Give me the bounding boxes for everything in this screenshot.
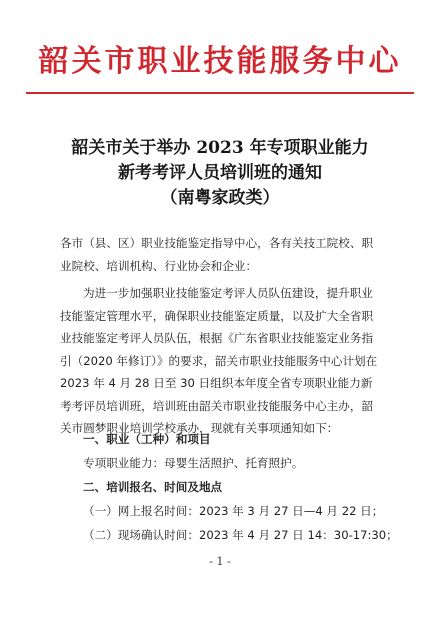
notice-title-line-1: 韶关市关于举办 2023 年专项职业能力 bbox=[71, 138, 369, 158]
salutation-paragraph: 各市（县、区）职业技能鉴定指导中心，各有关技工院校、职业院校、培训机构、行业协会和企业： bbox=[60, 236, 374, 273]
body-paragraph: 为进一步加强职业技能鉴定考评人员队伍建设，提升职业技能鉴定管理水平，确保职业技能鉴定质量，以及扩大全省职业技能鉴定考评人员队伍，根据《广东省职业技能鉴定业务指引（2020 年修订）》的要求，韶关市职业技能服务中心计划在 2023 年 4 月 28 日至 30 日组织本年度全省专项职业能力新考考评员培训班，培训班由韶关市职业技能服务中心主办，韶关市圆梦职业培训学校承办，现就有关事项通知如下： bbox=[60, 286, 378, 435]
org-header-title: 韶关市职业技能服务中心 bbox=[38, 44, 402, 79]
page-number: - 1 - bbox=[209, 555, 231, 568]
section-1-text: 专项职业能力：母婴生活照护、托育照护。 bbox=[83, 456, 304, 470]
section-2-item-1: （一）网上报名时间：2023 年 3 月 27 日—4 月 22 日； bbox=[83, 504, 384, 518]
notice-title-line-2: 新考考评人员培训班的通知 bbox=[118, 163, 322, 183]
section-2-item-2: （二）现场确认时间：2023 年 4 月 27 日 14：30-17:30； bbox=[83, 528, 398, 542]
section-2-heading: 二、培训报名、时间及地点 bbox=[83, 480, 223, 494]
red-divider-line bbox=[26, 92, 414, 94]
notice-title bbox=[0, 136, 440, 211]
notice-title-line-3: （南粤家政类） bbox=[160, 188, 280, 208]
section-1-heading: 一、职业（工种）和项目 bbox=[83, 432, 211, 446]
